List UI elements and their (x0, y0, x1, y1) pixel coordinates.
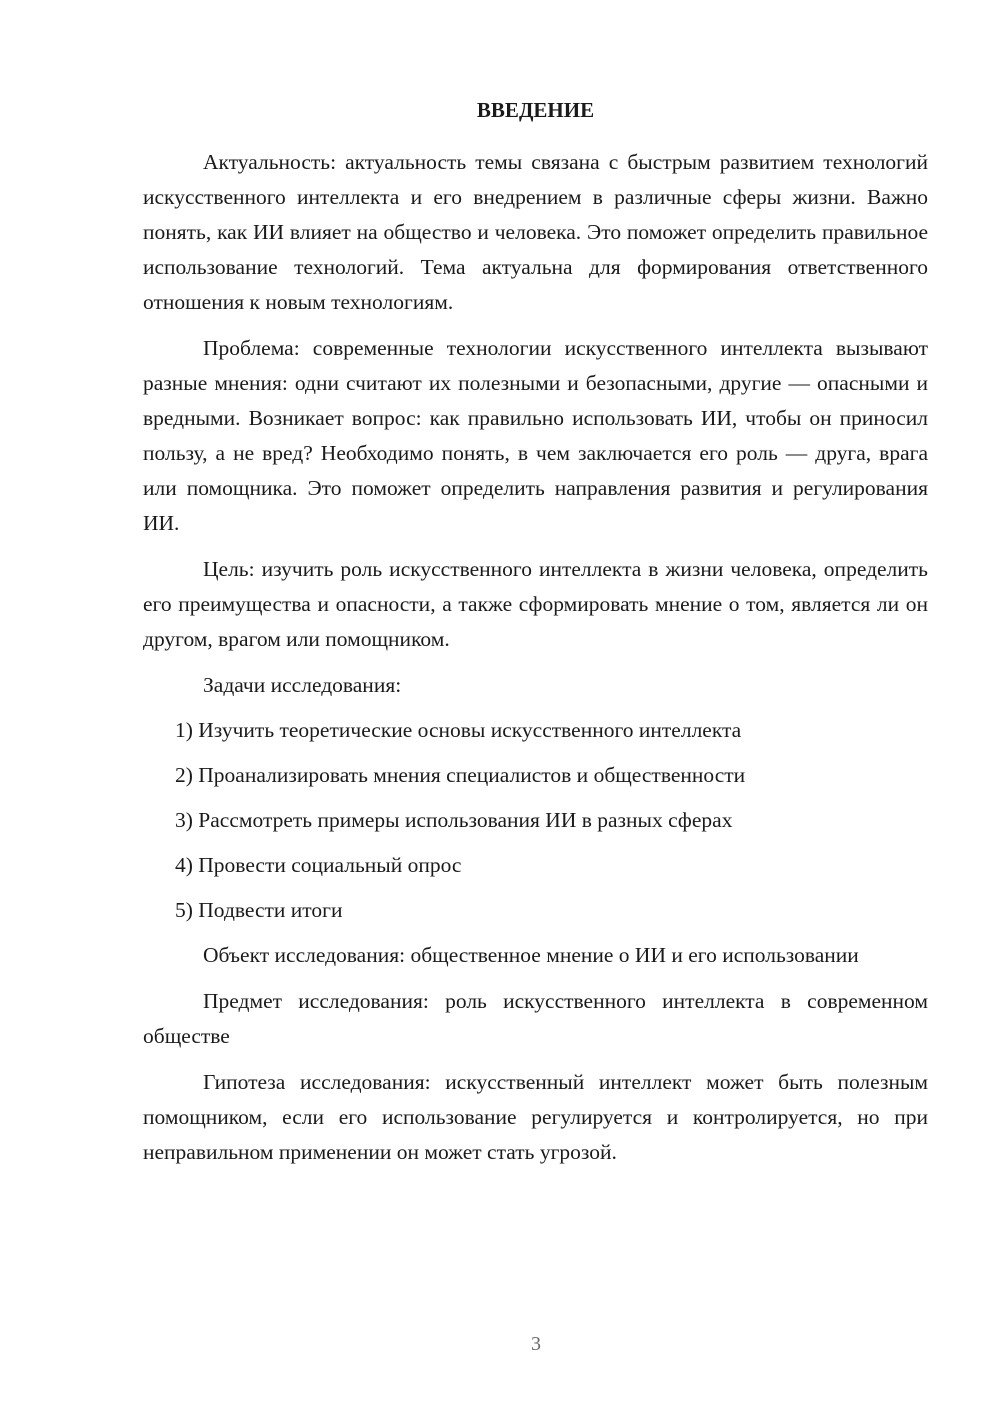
page-content (143, 95, 928, 1181)
section-title: ВВЕДЕНИЕ (476, 98, 595, 122)
task-item: 5) Подвести итоги (175, 898, 343, 922)
task-list (143, 713, 928, 928)
paragraph-goal: Цель: изучить роль искусственного интеллекта в жизни человека, определить его преимущества и опасности, а также сформировать мнение о том, является ли он другом, врагом или помощником. (143, 557, 928, 651)
task-item: 1) Изучить теоретические основы искусственного интеллекта (175, 718, 742, 742)
task-item: 2) Проанализировать мнения специалистов и общественности (175, 763, 746, 787)
tasks-heading: Задачи исследования: (203, 673, 402, 697)
page-number: 3 (531, 1333, 541, 1355)
task-item: 3) Рассмотреть примеры использования ИИ в разных сферах (175, 808, 733, 832)
task-item: 4) Провести социальный опрос (175, 853, 462, 877)
paragraph-object: Объект исследования: общественное мнение о ИИ и его использовании (203, 943, 859, 967)
paragraph-problem: Проблема: современные технологии искусственного интеллекта вызывают разные мнения: одни считают их полезными и безопасными, другие — опасными и вредными. Возникает вопрос: как правильно использовать ИИ, чтобы он приносил пользу, а не вред? Необходимо понять, в чем заключается его роль — друга, врага или помощника. Это поможет определить направления развития и регулирования ИИ. (143, 336, 928, 535)
paragraph-subject: Предмет исследования: роль искусственного интеллекта в современном обществе (143, 989, 928, 1048)
paragraph-hypothesis: Гипотеза исследования: искусственный интеллект может быть полезным помощником, если его использование регулируется и контролируется, но при неправильном применении он может стать угрозой. (143, 1070, 928, 1164)
paragraph-relevance: Актуальность: актуальность темы связана с быстрым развитием технологий искусственного интеллекта и его внедрением в различные сферы жизни. Важно понять, как ИИ влияет на общество и человека. Это поможет определить правильное использование технологий. Тема актуальна для формирования ответственного отношения к новым технологиям. (143, 150, 928, 314)
